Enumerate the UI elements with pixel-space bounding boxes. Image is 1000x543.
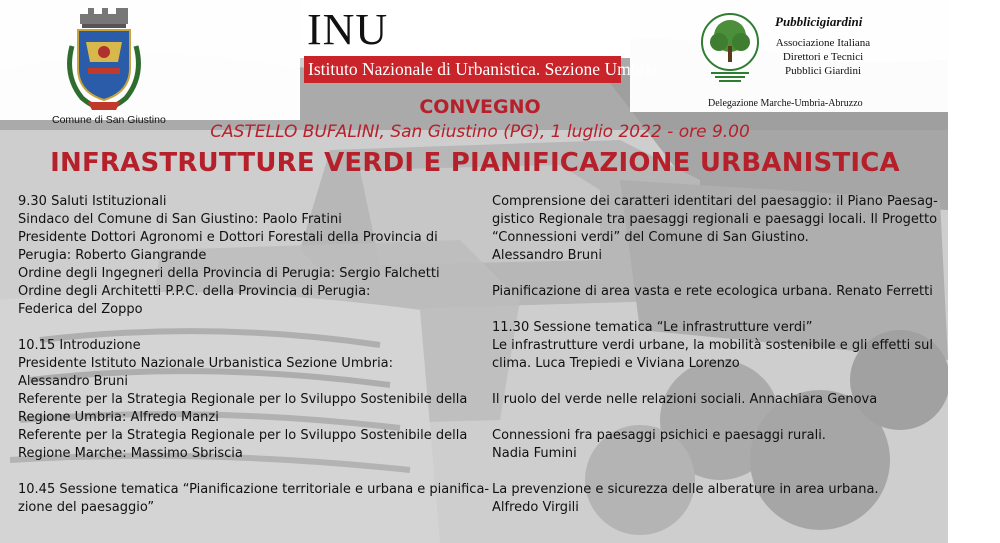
program-line: Il ruolo del verde nelle relazioni sociali. Annachiara Genova [492,392,878,407]
event-venue-date: CASTELLO BUFALINI, San Giustino (PG), 1 luglio 2022 - ore 9.00 [210,122,750,142]
program-line: Perugia: Roberto Giangrande [18,248,207,263]
municipality-label: Comune di San Giustino [52,114,166,126]
program-spacer [492,463,942,481]
program-line: Pianificazione di area vasta e rete ecologica urbana. Renato Ferretti [492,284,933,299]
program-line: Le infrastrutture verdi urbane, la mobilità sostenibile e gli effetti sul [492,338,933,353]
association-line: Direttori e Tecnici [782,51,864,63]
program-spacer [18,463,488,481]
program-line: Presidente Istituto Nazionale Urbanistica Sezione Umbria: [18,356,394,371]
program-line: Nadia Fumini [492,446,577,461]
program-line: Connessioni fra paesaggi psichici e paesaggi rurali. [492,428,826,443]
program-line: La prevenzione e sicurezza delle alberature in area urbana. [492,482,879,497]
event-type: CONVEGNO [419,96,541,118]
program-line: 11.30 Sessione tematica “Le infrastrutture verdi” [492,320,813,335]
program-right-column [492,193,942,517]
program-line: 9.30 Saluti Istituzionali [18,194,167,209]
program-spacer [492,373,942,391]
association-line: Pubblici Giardini [784,65,862,77]
program-line: 10.15 Introduzione [18,338,141,353]
program-spacer [18,319,488,337]
program-line: Presidente Dottori Agronomi e Dottori Forestali della Provincia di [18,230,438,245]
program-line: Referente per la Strategia Regionale per lo Sviluppo Sostenibile della [18,392,468,407]
delegation-label: Delegazione Marche-Umbria-Abruzzo [708,98,863,109]
program-line: Regione Umbria: Alfredo Manzi [18,410,219,425]
program-line: Alfredo Virgili [492,500,579,515]
program-spacer [492,409,942,427]
pubblicigiardini-association [763,36,883,78]
program-spacer [492,265,942,283]
program-line: Sindaco del Comune di San Giustino: Paolo Fratini [18,212,342,227]
event-title: INFRASTRUTTURE VERDI E PIANIFICAZIONE URBANISTICA [50,148,900,178]
program-line: Ordine degli Architetti P.P.C. della Provincia di Perugia: [18,284,371,299]
program-line: Ordine degli Ingegneri della Provincia di Perugia: Sergio Falchetti [18,266,440,281]
program-line: Alessandro Bruni [18,374,129,389]
program-line: clima. Luca Trepiedi e Viviana Lorenzo [492,356,740,371]
program-line: Referente per la Strategia Regionale per lo Sviluppo Sostenibile della [18,428,468,443]
program-line: 10.45 Sessione tematica “Pianificazione territoriale e urbana e pianifica- [18,482,490,497]
program-line: Comprensione dei caratteri identitari del paesaggio: il Piano Paesag- [492,194,938,209]
program-line: Regione Marche: Massimo Sbriscia [18,446,243,461]
pubblicigiardini-title: Pubblicigiardini [775,14,863,29]
program-line: “Connessioni verdi” del Comune di San Giustino. [492,230,809,245]
inu-subtitle: Istituto Nazionale di Urbanistica. Sezione Umbria [308,59,658,79]
pubblicigiardini-tree-logo-icon [697,12,763,84]
program-line: gistico Regionale tra paesaggi regionali e paesaggi locali. Il Progetto [492,212,938,227]
program-spacer [492,301,942,319]
program-line: Federica del Zoppo [18,302,143,317]
inu-logo-text: INU [307,5,389,54]
program-line: Alessandro Bruni [492,248,603,263]
program-left-column [18,193,488,517]
program-line: zione del paesaggio” [18,500,155,515]
association-line: Associazione Italiana [775,37,871,49]
